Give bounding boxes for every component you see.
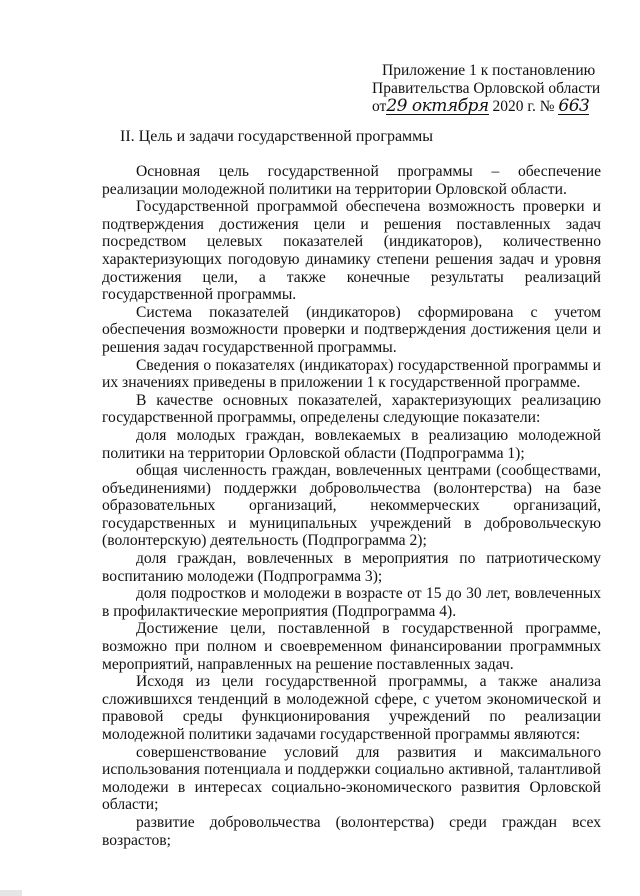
resolution-date-line	[372, 98, 632, 116]
list-item: доля граждан, вовлеченных в мероприятия по патриотическому воспитанию молодежи (Подпрограмма 3);	[102, 550, 601, 585]
paragraph: Основная цель государственной программы – обеспечение реализации молодежной политики на территории Орловской области.	[102, 163, 601, 198]
paragraph: Исходя из цели государственной программы, а также анализа сложившихся тенденций в молодежной сфере, с учетом экономической и правовой среды функционирования учреждений по реализации молодежной политики задачами государственной программы являются:	[102, 673, 601, 743]
list-item: развитие добровольчества (волонтерства) среди граждан всех возрастов;	[102, 813, 601, 849]
paragraph: В качестве основных показателей, характеризующих реализацию государственной программы, определены следующие показатели:	[102, 391, 601, 427]
handwritten-doc-number: 663	[558, 96, 590, 116]
issuing-authority: Правительства Орловской области	[372, 80, 601, 97]
list-item: общая численность граждан, вовлеченных центрами (сообществами, объединениями) поддержки добровольчества (волонтерства) на базе образовательных организаций, некоммерческих организаций, государственных и муниципальных учреждений в добровольческую (волонтерскую) деятельность (Подпрограмма 2);	[102, 462, 601, 550]
appendix-title: Приложение 1 к постановлению	[382, 62, 596, 79]
paragraph: Государственной программой обеспечена возможность проверки и подтверждения достижения цели и решения поставленных задач посредством целевых показателей (индикаторов), количественно характеризующих погодовую динамику степени решения задач и уровня достижения цели, а также конечные результаты реализаций государственной программы.	[102, 198, 601, 304]
list-item: доля молодых граждан, вовлекаемых в реализацию молодежной политики на территории Орловской области (Подпрограмма 1);	[102, 426, 601, 462]
paragraph: Система показателей (индикаторов) сформирована с учетом обеспечения возможности проверки и подтверждения достижения цели и решения задач государственной программы.	[102, 303, 601, 356]
document-body	[102, 163, 601, 849]
appendix-header	[372, 62, 632, 116]
scan-edge-mark	[0, 890, 22, 896]
list-item: совершенствование условий для развития и максимального использования потенциала и поддержки социально активной, талантливой молодежи в интересах социально-экономического развития Орловской области;	[102, 743, 601, 814]
section-title: II. Цель и задачи государственной программы	[120, 128, 434, 145]
list-item: доля подростков и молодежи в возрасте от 15 до 30 лет, вовлеченных в профилактические мероприятия (Подпрограмма 4).	[102, 585, 601, 620]
date-year: 2020 г. №	[492, 98, 555, 115]
date-prefix: от	[372, 98, 387, 115]
paragraph: Достижение цели, поставленной в государственной программе, возможно при полном и своевременном финансировании программных мероприятий, направленных на решение поставленных задач.	[102, 620, 601, 673]
handwritten-date: 29 октября	[386, 96, 489, 116]
paragraph: Сведения о показателях (индикаторах) государственной программы и их значениях приведены в приложении 1 к государственной программе.	[102, 356, 601, 392]
